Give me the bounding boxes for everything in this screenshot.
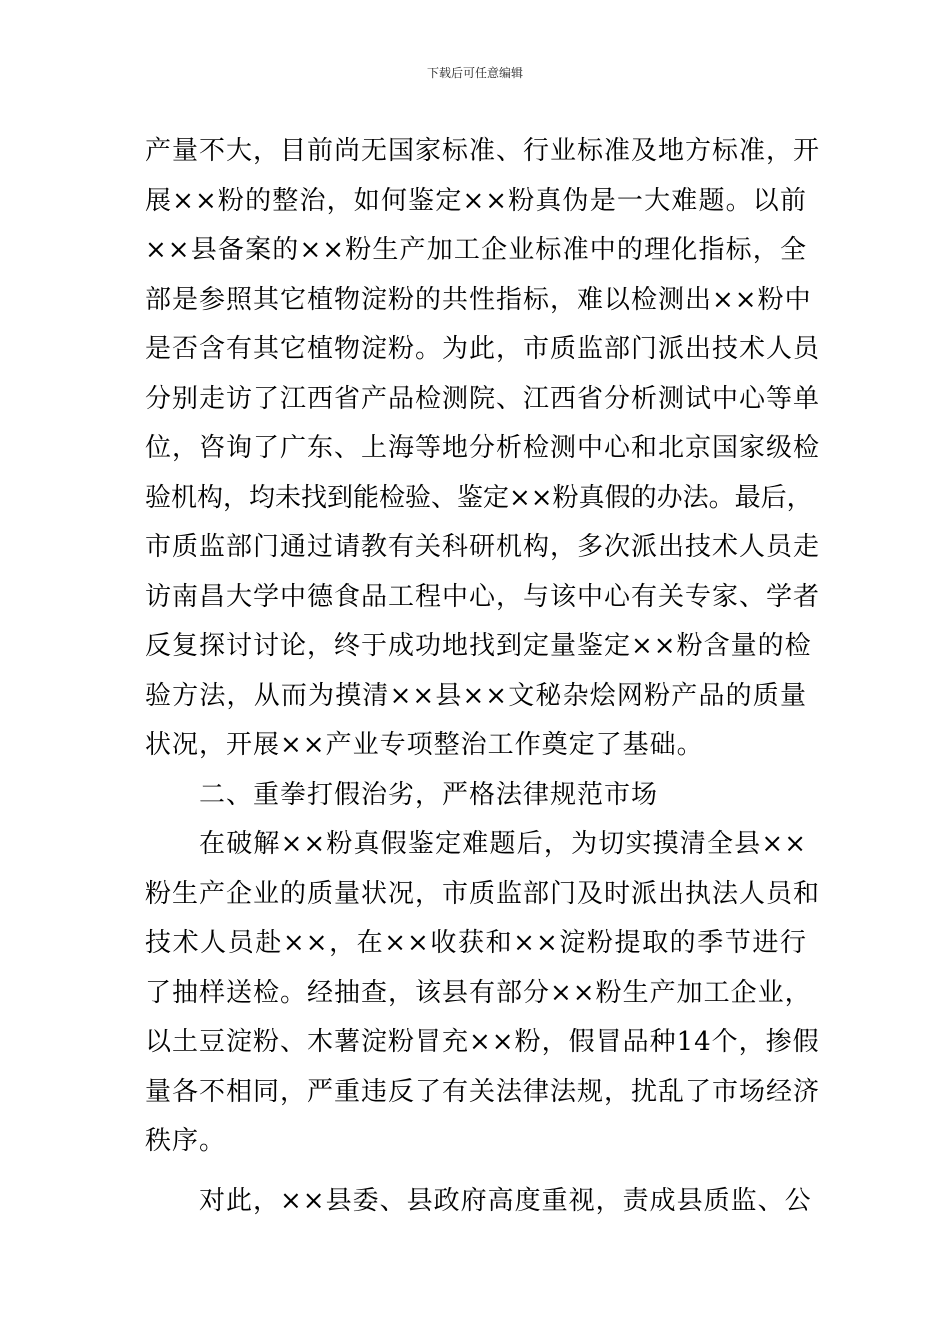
section-heading: [145, 771, 807, 821]
text-line: 分别走访了江西省产品检测院、江西省分析测试中心等单: [145, 383, 821, 414]
text-line: 技术人员赴××，在××收获和××淀粉提取的季节进行: [145, 928, 807, 958]
text-line: ××县备案的××粉生产加工企业标准中的理化指标，全: [145, 235, 807, 265]
text-line: 位，咨询了广东、上海等地分析检测中心和北京国家级检: [145, 433, 821, 463]
text-line: 在破解××粉真假鉴定难题后，为切实摸清全县××: [199, 829, 807, 859]
paragraph-1: [145, 127, 821, 771]
text-line: 秩序。: [145, 1126, 227, 1156]
text-line: 以土豆淀粉、木薯淀粉冒充××粉，假冒品种14个，掺假: [145, 1027, 820, 1057]
text-line: 访南昌大学中德食品工程中心，与该中心有关专家、学者: [145, 581, 821, 612]
text-line: 验机构，均未找到能检验、鉴定××粉真假的办法。最后，: [145, 482, 813, 513]
text-line: 验方法，从而为摸清××县××文秘杂烩网粉产品的质量: [145, 680, 807, 711]
text-line: 了抽样送检。经抽查，该县有部分××粉生产加工企业，: [145, 977, 812, 1008]
text-line: 对此，××县委、县政府高度重视，责成县质监、公: [199, 1185, 812, 1216]
text-line: 是否含有其它植物淀粉。为此，市质监部门派出技术人员: [145, 334, 821, 364]
text-line: 产量不大，目前尚无国家标准、行业标准及地方标准，开: [145, 136, 821, 166]
document-body: [145, 127, 821, 1226]
text-line: 反复探讨讨论，终于成功地找到定量鉴定××粉含量的检: [145, 631, 812, 661]
paragraph-2: [145, 820, 821, 1167]
page-header: 下载后可任意编辑: [426, 66, 523, 80]
text-line: 部是参照其它植物淀粉的共性指标，难以检测出××粉中: [145, 284, 812, 315]
heading-line: 二、重拳打假治劣，严格法律规范市场: [199, 779, 659, 810]
text-line: 展××粉的整治，如何鉴定××粉真伪是一大难题。以前: [145, 185, 807, 216]
text-line: 粉生产企业的质量状况，市质监部门及时派出执法人员和: [145, 878, 821, 909]
paragraph-3: [145, 1177, 812, 1227]
text-line: 市质监部门通过请教有关科研机构，多次派出技术人员走: [145, 532, 821, 562]
text-line: 状况，开展××产业专项整治工作奠定了基础。: [145, 730, 704, 760]
text-line: 量各不相同，严重违反了有关法律法规，扰乱了市场经济: [145, 1076, 821, 1107]
